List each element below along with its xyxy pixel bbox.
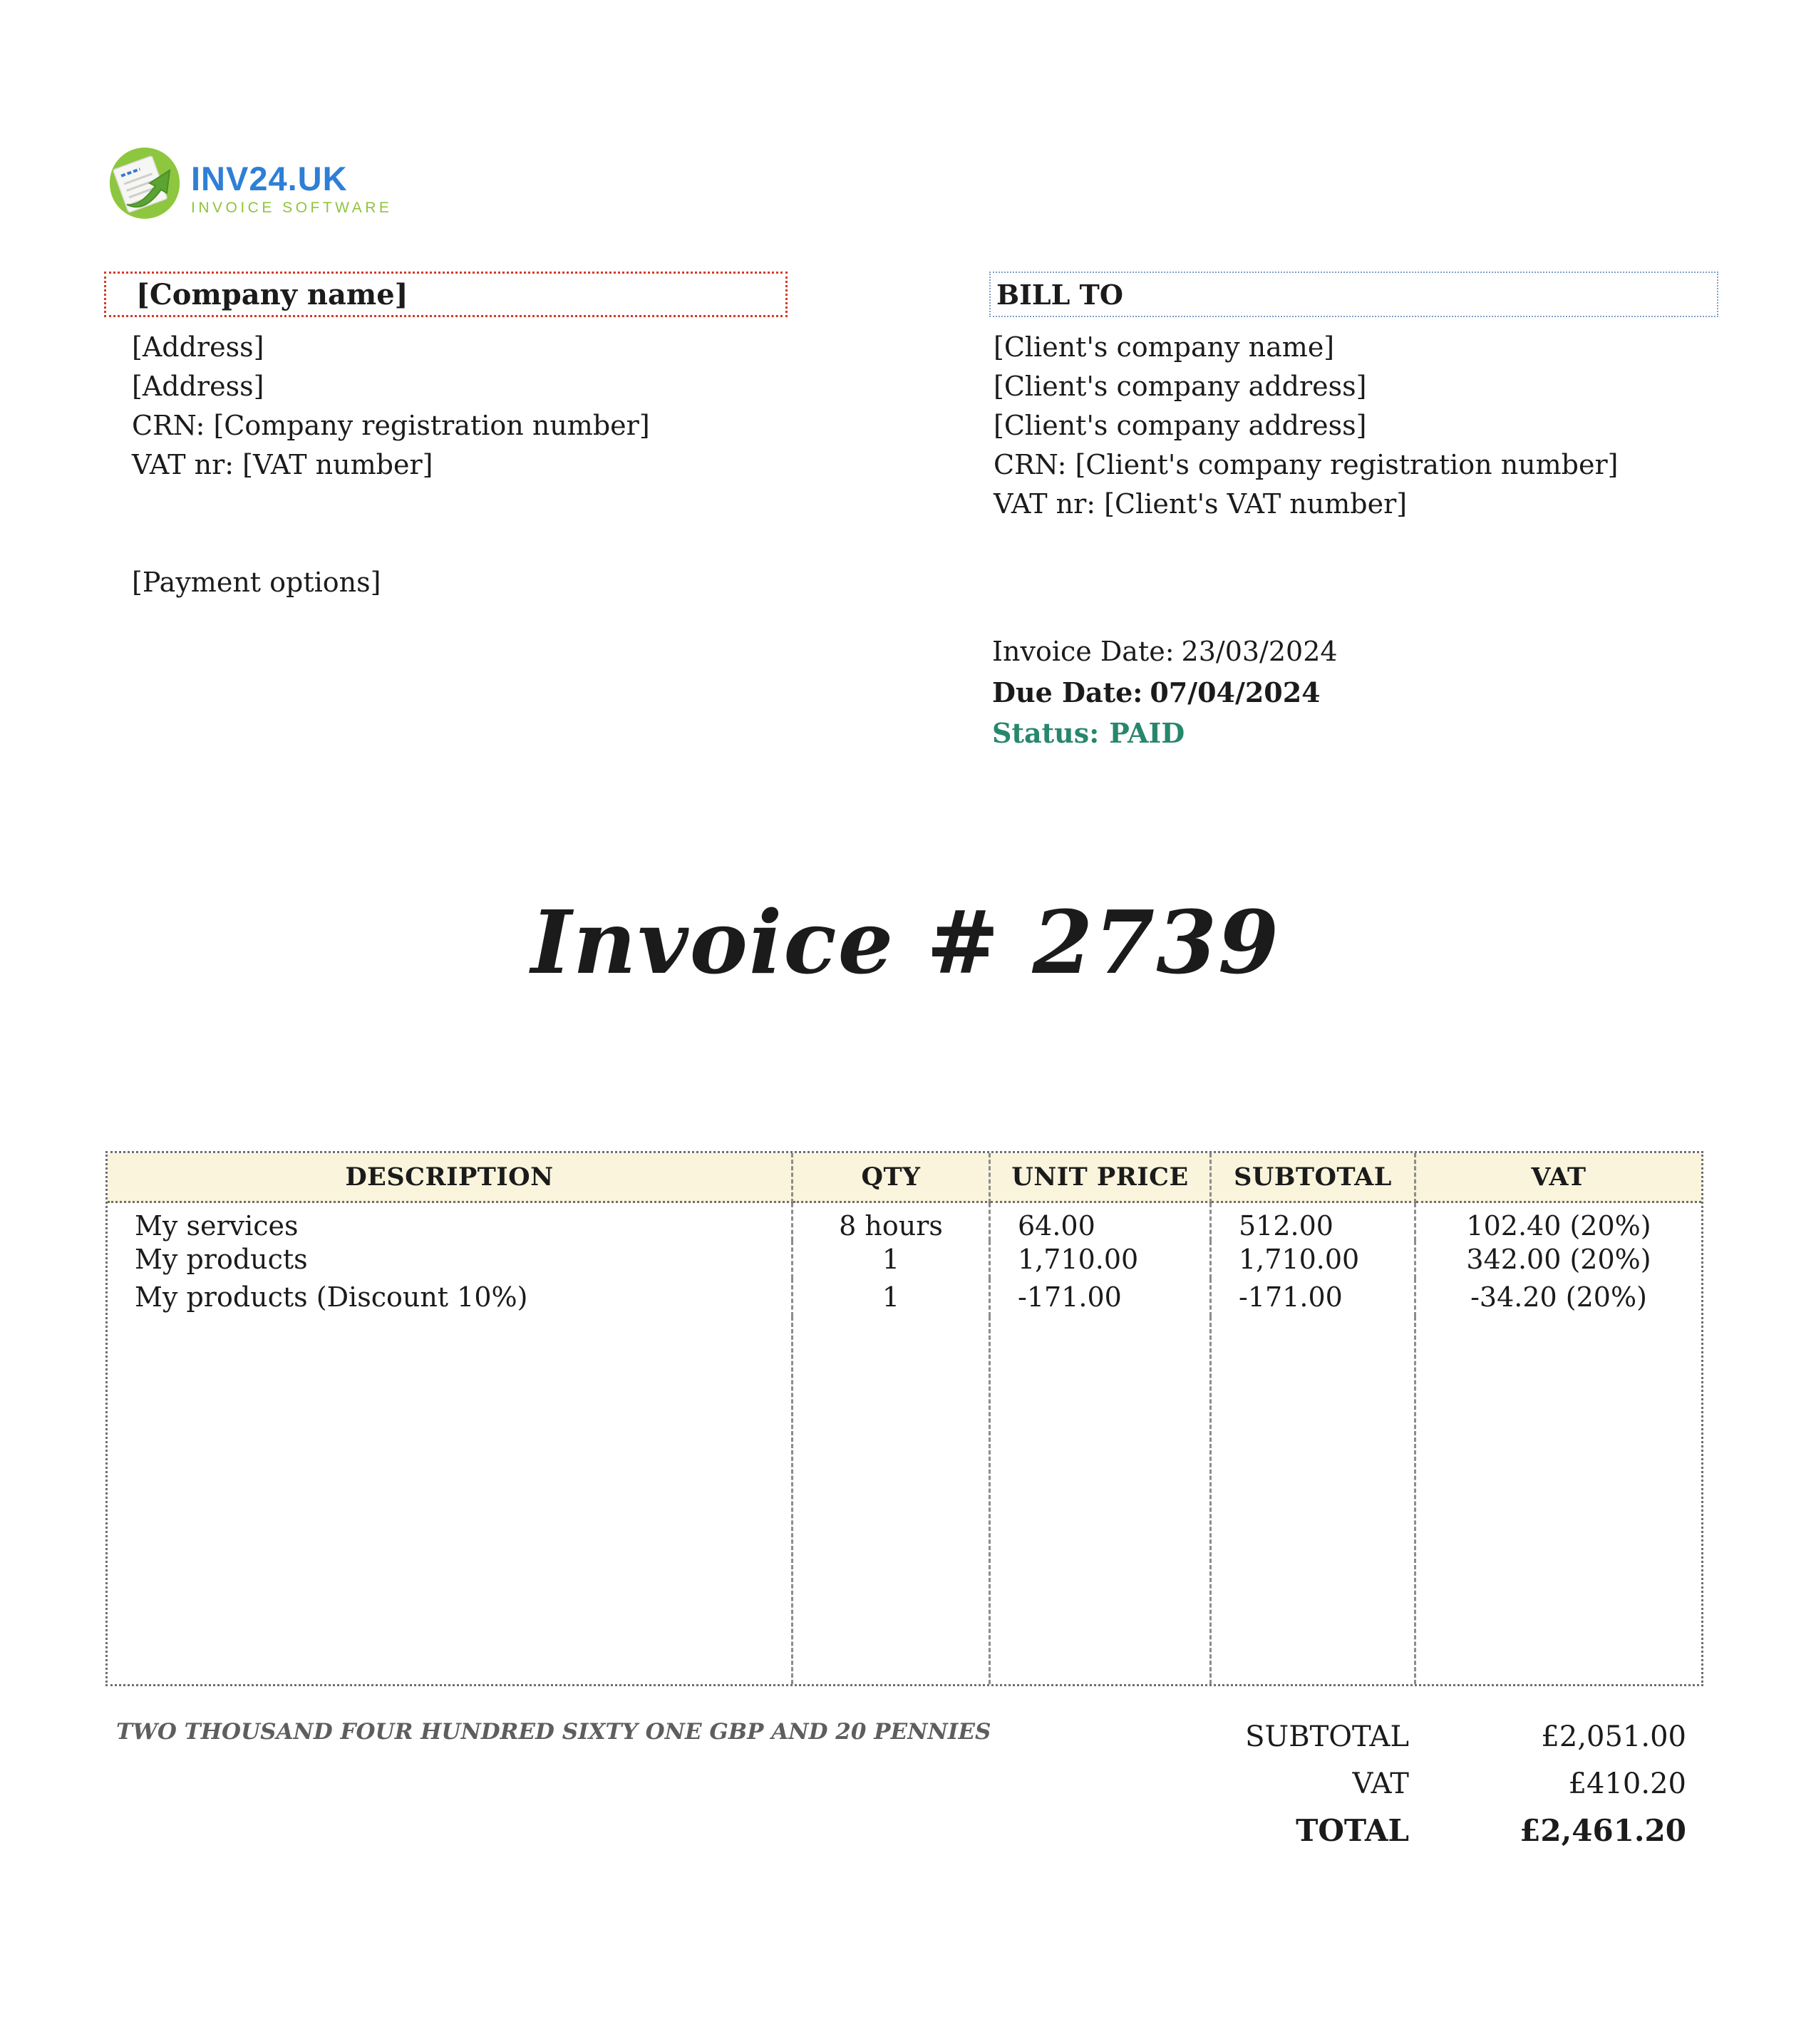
bill-to-label: BILL TO (996, 278, 1123, 311)
status-line (992, 713, 1338, 753)
due-date-line (992, 672, 1338, 713)
table-filler (991, 1316, 1212, 1684)
vat-value: £410.20 (1568, 1767, 1686, 1800)
total-value: £2,461.20 (1520, 1813, 1686, 1848)
column-header-vat: VAT (1416, 1153, 1701, 1203)
row-description: My products (108, 1241, 793, 1279)
amount-in-words: TWO THOUSAND FOUR HUNDRED SIXTY ONE GBP AND 20 PENNIES (116, 1719, 991, 1745)
table-filler (1416, 1316, 1701, 1684)
seller-address-line-2: [Address] (132, 371, 264, 402)
row-vat: 342.00 (20%) (1466, 1244, 1651, 1275)
invoice-date-value: 23/03/2024 (1181, 636, 1338, 667)
seller-details (132, 328, 650, 485)
seller-crn-line: CRN: [Company registration number] (132, 410, 650, 441)
row-subtotal: -171.00 (1212, 1279, 1416, 1316)
invoice-date-label: Invoice Date: (992, 636, 1175, 667)
row-unit-price: -171.00 (991, 1279, 1212, 1316)
subtotal-value: £2,051.00 (1541, 1720, 1686, 1753)
row-description: My services (108, 1203, 793, 1241)
status-label: Status: (992, 717, 1100, 749)
client-crn-line: CRN: [Client's company registration number] (994, 449, 1619, 480)
row-description: My products (Discount 10%) (108, 1279, 793, 1316)
total-label: TOTAL (1296, 1813, 1409, 1848)
subtotal-row (1140, 1713, 1686, 1760)
client-company-name: [Client's company name] (994, 331, 1335, 363)
row-qty: 1 (793, 1279, 991, 1316)
table-filler (108, 1316, 793, 1684)
table-filler (793, 1316, 991, 1684)
invoice-meta (992, 631, 1338, 753)
due-date-label: Due Date: (992, 676, 1143, 708)
client-vat-line: VAT nr: [Client's VAT number] (994, 488, 1408, 520)
row-vat: -34.20 (20%) (1470, 1281, 1647, 1313)
vat-row (1140, 1760, 1686, 1807)
row-vat: 102.40 (20%) (1466, 1210, 1651, 1242)
due-date-value: 07/04/2024 (1150, 676, 1321, 708)
invoice-arrow-logo-icon (107, 145, 182, 220)
row-qty: 1 (793, 1241, 991, 1279)
row-unit-price: 1,710.00 (991, 1241, 1212, 1279)
client-address-line-2: [Client's company address] (994, 410, 1367, 441)
logo-text (191, 162, 392, 215)
seller-vat-line: VAT nr: [VAT number] (132, 449, 433, 480)
logo-name: INV24.UK (191, 160, 348, 197)
invoice-title: Invoice # 2739 (530, 891, 1280, 993)
column-header-unit-price: UNIT PRICE (991, 1153, 1212, 1203)
row-qty: 8 hours (793, 1203, 991, 1241)
logo-tagline: INVOICE SOFTWARE (191, 200, 393, 216)
subtotal-label: SUBTOTAL (1245, 1720, 1409, 1753)
status-badge: PAID (1109, 717, 1185, 749)
row-unit-price: 64.00 (991, 1203, 1212, 1241)
bill-to-field[interactable] (989, 272, 1718, 317)
totals-block (1140, 1713, 1686, 1854)
row-subtotal: 512.00 (1212, 1203, 1416, 1241)
vat-label: VAT (1352, 1767, 1409, 1800)
company-name-field[interactable] (104, 272, 788, 317)
line-items-table (105, 1151, 1703, 1686)
total-row (1140, 1807, 1686, 1854)
invoice-date-line (992, 631, 1338, 672)
payment-options: [Payment options] (132, 567, 381, 598)
column-header-description: DESCRIPTION (108, 1153, 793, 1203)
seller-address-line-1: [Address] (132, 331, 264, 363)
company-name: [Company name] (136, 277, 408, 311)
client-details (994, 328, 1619, 524)
client-address-line-1: [Client's company address] (994, 371, 1367, 402)
column-header-qty: QTY (793, 1153, 991, 1203)
table-filler (1212, 1316, 1416, 1684)
row-subtotal: 1,710.00 (1212, 1241, 1416, 1279)
column-header-subtotal: SUBTOTAL (1212, 1153, 1416, 1203)
logo (107, 145, 392, 220)
